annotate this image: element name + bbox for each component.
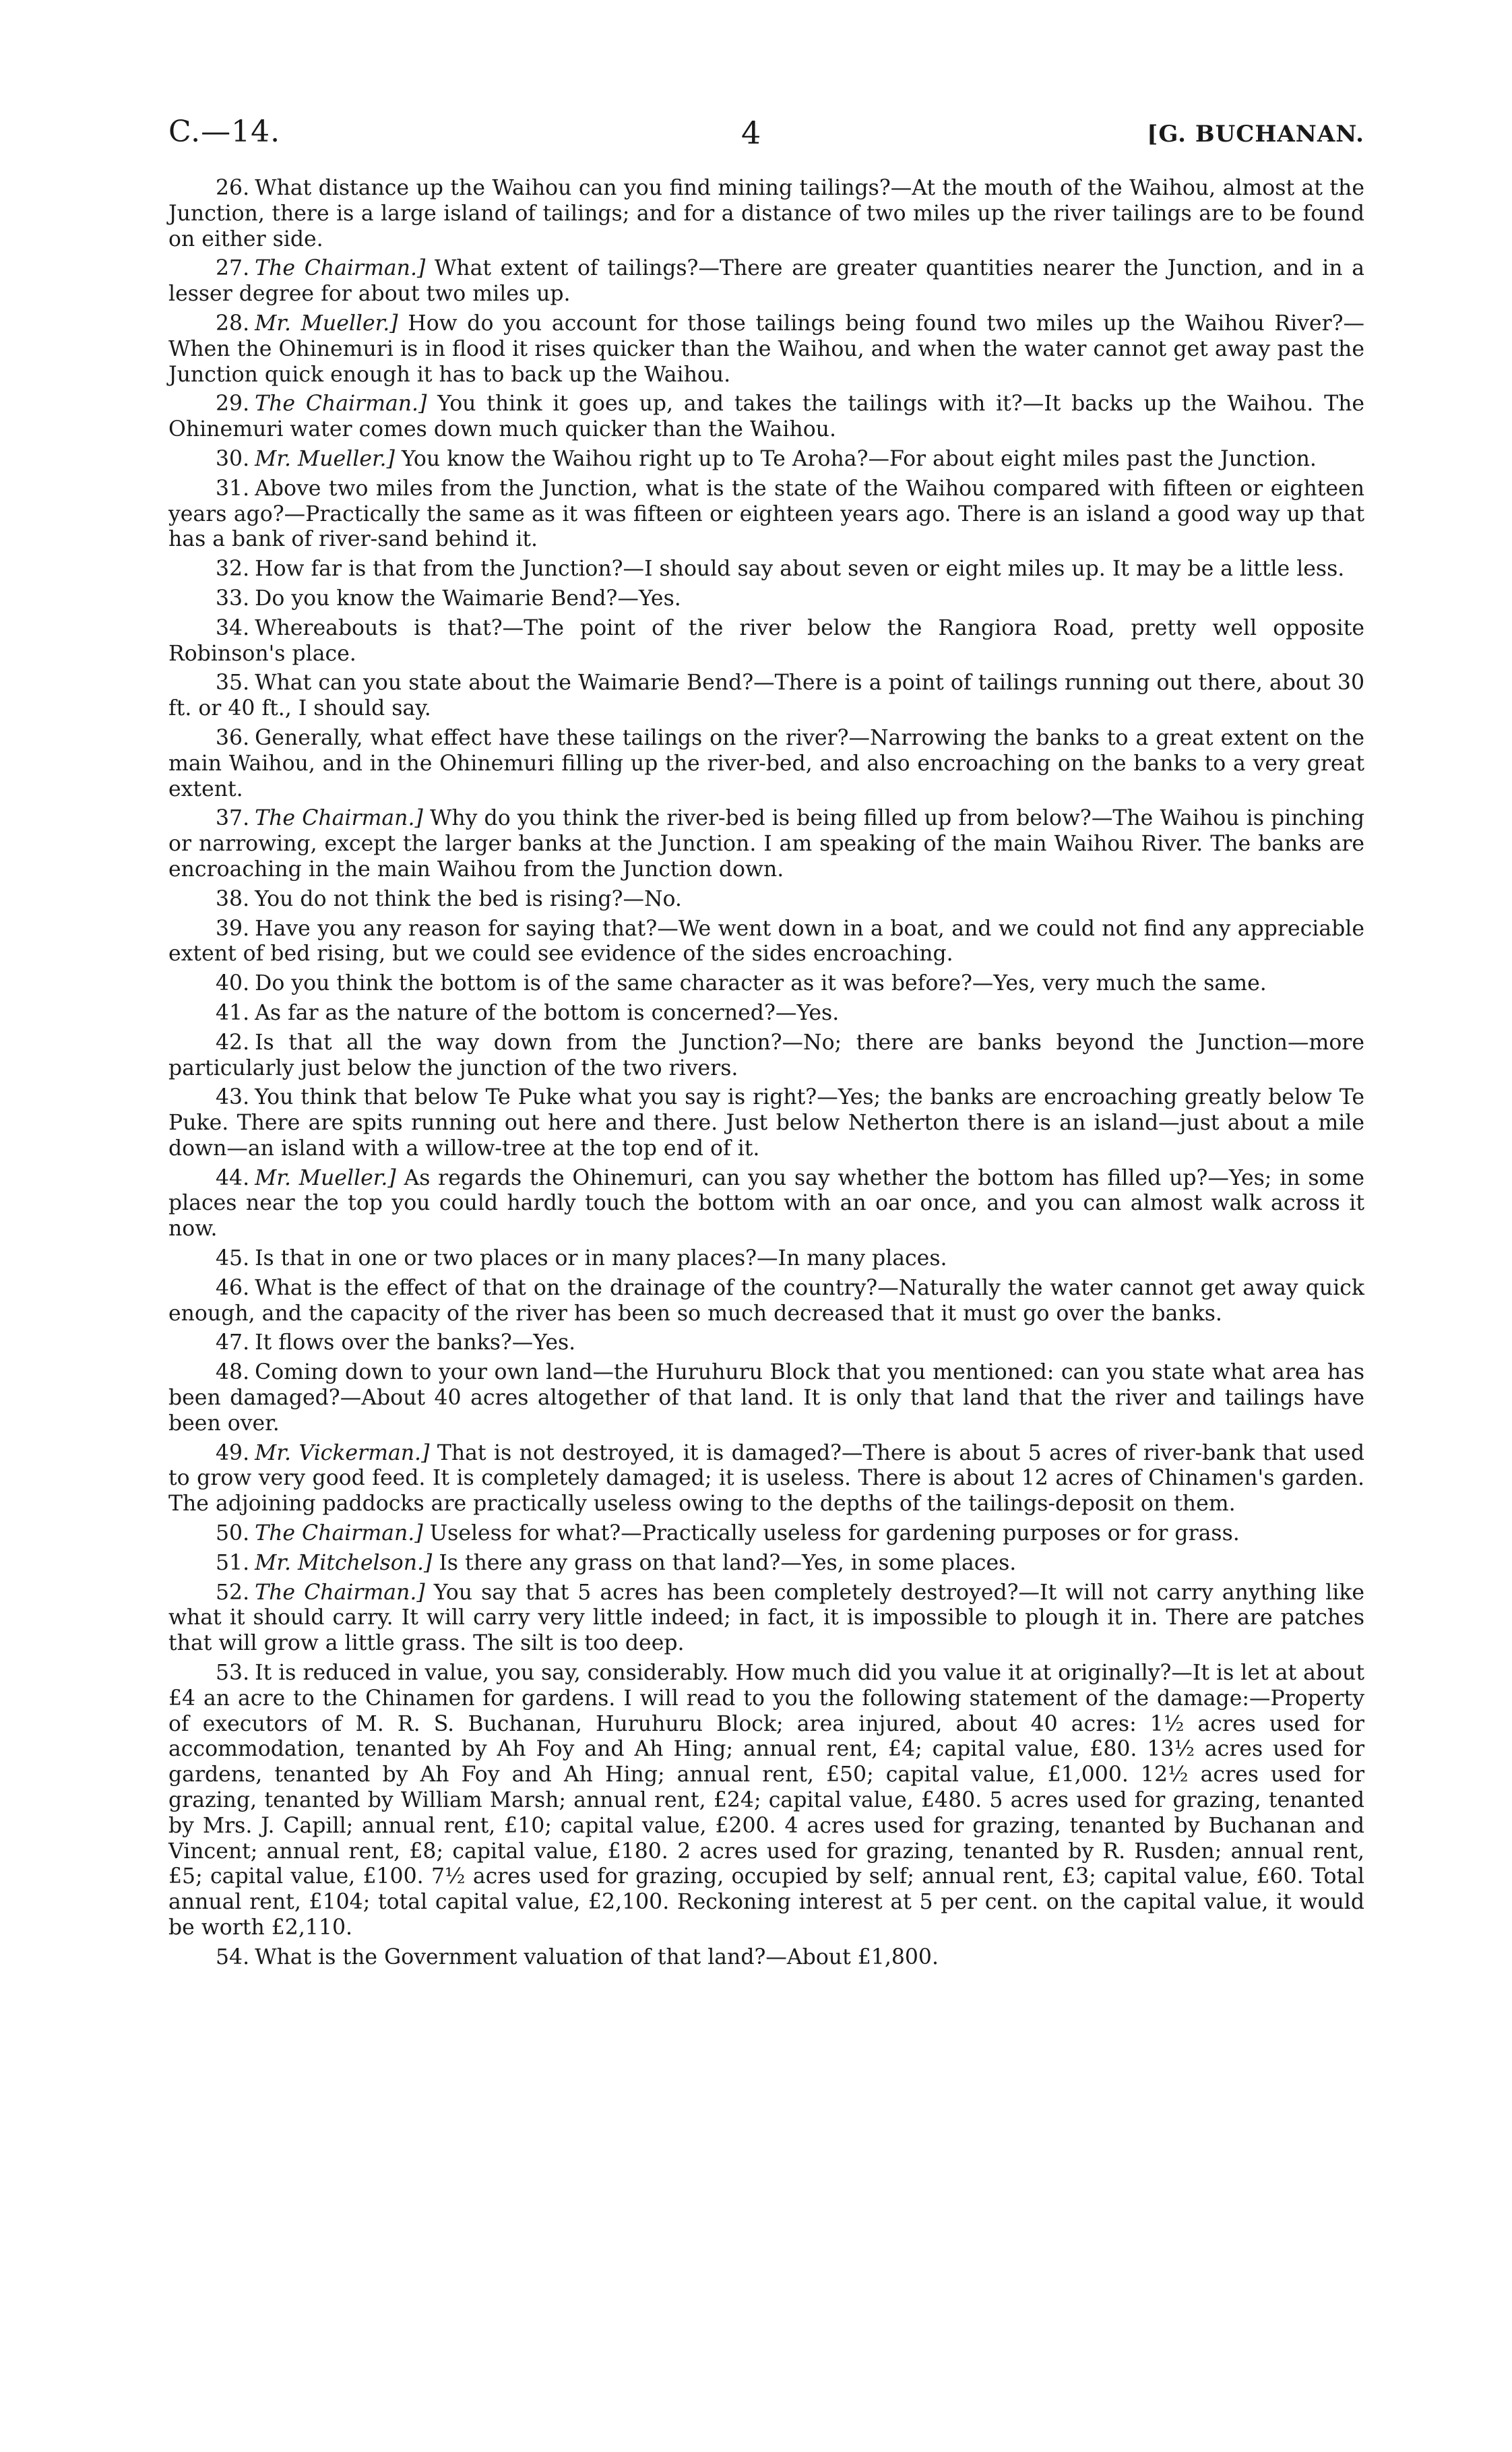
- paragraph-text: Generally, what effect have these tailings on the river?—Narrowing the banks to a great extent on the main Waihou, and in the Ohinemuri filling up the river-bed, and also encroaching on the banks to a very great extent.: [168, 725, 1364, 801]
- question-number: 28.: [216, 311, 250, 336]
- paragraph-text: You do not think the bed is rising?—No.: [255, 886, 682, 911]
- testimony-paragraph: [168, 971, 1364, 997]
- question-number: 44.: [216, 1165, 250, 1190]
- paragraph-text: Why do you think the river-bed is being filled up from below?—The Waihou is pinching or narrowing, except the larger banks at the Junction. I am speaking of the main Waihou River. The banks are encroaching in the main Waihou from the Junction down.: [168, 806, 1364, 882]
- paragraph-text: How far is that from the Junction?—I should say about seven or eight miles up. It may be a little less.: [255, 557, 1345, 582]
- question-number: 48.: [216, 1360, 250, 1385]
- question-number: 36.: [216, 725, 250, 750]
- paragraph-text: Is there any grass on that land?—Yes, in some places.: [439, 1550, 1017, 1575]
- question-number: 51.: [216, 1550, 250, 1575]
- speaker-label: The Chairman.]: [255, 1521, 423, 1546]
- question-number: 30.: [216, 446, 250, 471]
- testimony-paragraph: [168, 477, 1364, 553]
- paragraph-text: Coming down to your own land—the Huruhuru Block that you mentioned: can you state what area has been damaged?—About 40 acres altogether of that land. It is only that land that the river and tailings have been over.: [168, 1360, 1364, 1436]
- paragraph-text: That is not destroyed, it is damaged?—There is about 5 acres of river-bank that used to grow very good feed. It is completely damaged; it is useless. There is about 12 acres of Chinamen's garden. The adjoining paddocks are practically useless owing to the depths of the tailings-deposit on them.: [168, 1440, 1364, 1516]
- question-number: 52.: [216, 1580, 250, 1605]
- testimony-paragraph: [168, 256, 1364, 307]
- testimony-paragraph: [168, 1521, 1364, 1547]
- question-number: 50.: [216, 1521, 250, 1546]
- paragraph-text: You know the Waihou right up to Te Aroha?—For about eight miles past the Junction.: [401, 446, 1317, 471]
- paragraph-text: You think it goes up, and takes the tailings with it?—It backs up the Waihou. The Ohinemuri water comes down much quicker than the Waihou.: [168, 392, 1365, 442]
- testimony-paragraph: [168, 806, 1364, 882]
- testimony-paragraph: [168, 1246, 1364, 1272]
- question-number: 47.: [216, 1330, 250, 1355]
- paragraph-text: Is that all the way down from the Junction?—No; there are banks beyond the Junction—more particularly just below the junction of the two rivers.: [168, 1030, 1364, 1080]
- question-number: 46.: [216, 1275, 250, 1300]
- speaker-label: Mr. Mitchelson.]: [255, 1550, 433, 1575]
- paragraph-text: As regards the Ohinemuri, can you say whether the bottom has filled up?—Yes; in some places near the top you could hardly touch the bottom with an oar once, and you can almost walk across it now.: [168, 1165, 1365, 1242]
- question-number: 54.: [216, 1944, 250, 1969]
- page-number: 4: [741, 115, 761, 151]
- paragraph-text: How do you account for those tailings being found two miles up the Waihou River?—When the Ohinemuri is in flood it rises quicker than the Waihou, and when the water cannot get away past the Junction quick enough it has to back up the Waihou.: [168, 311, 1365, 387]
- paragraph-text: It flows over the banks?—Yes.: [255, 1330, 576, 1355]
- speaker-label: Mr. Mueller.]: [255, 446, 395, 471]
- question-number: 53.: [216, 1661, 250, 1686]
- testimony-paragraph: [168, 447, 1364, 472]
- paragraph-text: It is reduced in value, you say, considerably. How much did you value it at originally?—It is let at about £4 an acre to the Chinamen for gardens. I will read to you the following statement of the damage:—Property of executors of M. R. S. Buchanan, Huruhuru Block; area injured, about 40 acres: 1½ acres used for accommodation, tenanted by Ah Foy and Ah Hing; annual rent, £4; capital value, £80. 13½ acres used for gardens, tenanted by Ah Foy and Ah Hing; annual rent, £50; capital value, £1,000. 12½ acres used for grazing, tenanted by William Marsh; annual rent, £24; capital value, £480. 5 acres used for grazing, tenanted by Mrs. J. Capill; annual rent, £10; capital value, £200. 4 acres used for grazing, tenanted by Buchanan and Vincent; annual rent, £8; capital value, £180. 2 acres used for grazing, tenanted by R. Rusden; annual rent, £5; capital value, £100. 7½ acres used for grazing, occupied by self; annual rent, £3; capital value, £60. Total annual rent, £104; total capital value, £2,100. Reckoning interest at 5 per cent. on the capital value, it would be worth £2,110.: [168, 1661, 1364, 1940]
- page-header: [168, 115, 1364, 149]
- question-number: 37.: [216, 806, 250, 831]
- question-number: 34.: [216, 615, 250, 640]
- paragraph-text: What extent of tailings?—There are greater quantities nearer the Junction, and in a lesser degree for about two miles up.: [168, 256, 1364, 307]
- speaker-label: Mr. Mueller.]: [255, 311, 398, 336]
- speaker-label: The Chairman.]: [255, 806, 423, 831]
- witness-name: [G. BUCHANAN.: [1147, 121, 1364, 148]
- testimony-paragraph: [168, 1276, 1364, 1327]
- testimony-paragraph: [168, 1085, 1364, 1161]
- testimony-paragraph: [168, 1001, 1364, 1026]
- testimony-paragraph: [168, 176, 1364, 252]
- paragraph-text: Do you think the bottom is of the same character as it was before?—Yes, very much the same.: [255, 971, 1267, 996]
- speaker-label: Mr. Mueller.]: [255, 1165, 396, 1190]
- question-number: 35.: [216, 671, 250, 696]
- question-number: 40.: [216, 971, 250, 996]
- testimony-paragraph: [168, 1661, 1364, 1941]
- testimony-paragraph: [168, 726, 1364, 802]
- paragraph-text: What can you state about the Waimarie Bend?—There is a point of tailings running out there, about 30 ft. or 40 ft., I should say.: [168, 671, 1364, 721]
- question-number: 39.: [216, 916, 250, 941]
- testimony-paragraph: [168, 1945, 1364, 1971]
- testimony-paragraph: [168, 1330, 1364, 1356]
- testimony-paragraph: [168, 586, 1364, 612]
- paragraph-text: You say that 5 acres has been completely destroyed?—It will not carry anything like what it should carry. It will carry very little indeed; in fact, it is impossible to plough it in. There are patches that will grow a little grass. The silt is too deep.: [168, 1580, 1365, 1656]
- paragraph-text: What is the effect of that on the drainage of the country?—Naturally the water cannot get away quick enough, and the capacity of the river has been so much decreased that it must go over the banks.: [168, 1275, 1364, 1326]
- paragraph-text: As far as the nature of the bottom is concerned?—Yes.: [255, 1000, 840, 1025]
- testimony-paragraph: [168, 1166, 1364, 1242]
- paragraph-text: Whereabouts is that?—The point of the river below the Rangiora Road, pretty well opposite Robinson's place.: [168, 615, 1364, 666]
- testimony-paragraph: [168, 1031, 1364, 1082]
- question-number: 29.: [216, 392, 250, 417]
- question-number: 32.: [216, 557, 250, 582]
- paragraph-text: What distance up the Waihou can you find mining tailings?—At the mouth of the Waihou, almost at the Junction, there is a large island of tailings; and for a distance of two miles up the river tailings are to be found on either side.: [168, 176, 1364, 251]
- paragraph-text: Above two miles from the Junction, what is the state of the Waihou compared with fifteen or eighteen years ago?—Practically the same as it was fifteen or eighteen years ago. There is an island a good way up that has a bank of river-sand behind it.: [168, 476, 1364, 552]
- testimony-paragraph: [168, 1581, 1364, 1657]
- speaker-label: Mr. Vickerman.]: [255, 1440, 430, 1465]
- paragraph-text: What is the Government valuation of that land?—About £1,800.: [255, 1944, 939, 1969]
- testimony-paragraph: [168, 917, 1364, 968]
- testimony-paragraph: [168, 671, 1364, 722]
- testimony-paragraph: [168, 1551, 1364, 1576]
- paragraph-text: Useless for what?—Practically useless for gardening purposes or for grass.: [429, 1521, 1240, 1546]
- testimony-paragraph: [168, 887, 1364, 913]
- testimony-paragraph: [168, 1360, 1364, 1436]
- paragraph-text: Is that in one or two places or in many places?—In many places.: [255, 1246, 947, 1271]
- speaker-label: The Chairman.]: [255, 1580, 425, 1605]
- report-code: C.—14.: [168, 115, 281, 149]
- question-number: 38.: [216, 886, 250, 911]
- question-number: 43.: [216, 1085, 250, 1110]
- testimony-paragraph: [168, 557, 1364, 582]
- question-number: 42.: [216, 1030, 250, 1055]
- speaker-label: The Chairman.]: [255, 256, 426, 281]
- question-number: 31.: [216, 476, 250, 501]
- testimony-paragraph: [168, 311, 1364, 388]
- paragraph-text: You think that below Te Puke what you say is right?—Yes; the banks are encroaching greatly below Te Puke. There are spits running out here and there. Just below Netherton there is an island—just about a mile down—an island with a willow-tree at the top end of it.: [168, 1085, 1364, 1161]
- paragraph-text: Have you any reason for saying that?—We went down in a boat, and we could not find any appreciable extent of bed rising, but we could see evidence of the sides encroaching.: [168, 916, 1364, 967]
- paragraph-text: Do you know the Waimarie Bend?—Yes.: [255, 586, 681, 611]
- testimony-body: [168, 176, 1364, 1971]
- question-number: 45.: [216, 1246, 250, 1271]
- question-number: 49.: [216, 1440, 250, 1465]
- document-page: [168, 115, 1364, 1975]
- testimony-paragraph: [168, 616, 1364, 667]
- question-number: 41.: [216, 1000, 250, 1025]
- question-number: 33.: [216, 586, 250, 611]
- question-number: 27.: [216, 256, 250, 281]
- speaker-label: The Chairman.]: [255, 392, 427, 417]
- testimony-paragraph: [168, 1441, 1364, 1517]
- testimony-paragraph: [168, 392, 1364, 443]
- question-number: 26.: [216, 176, 250, 200]
